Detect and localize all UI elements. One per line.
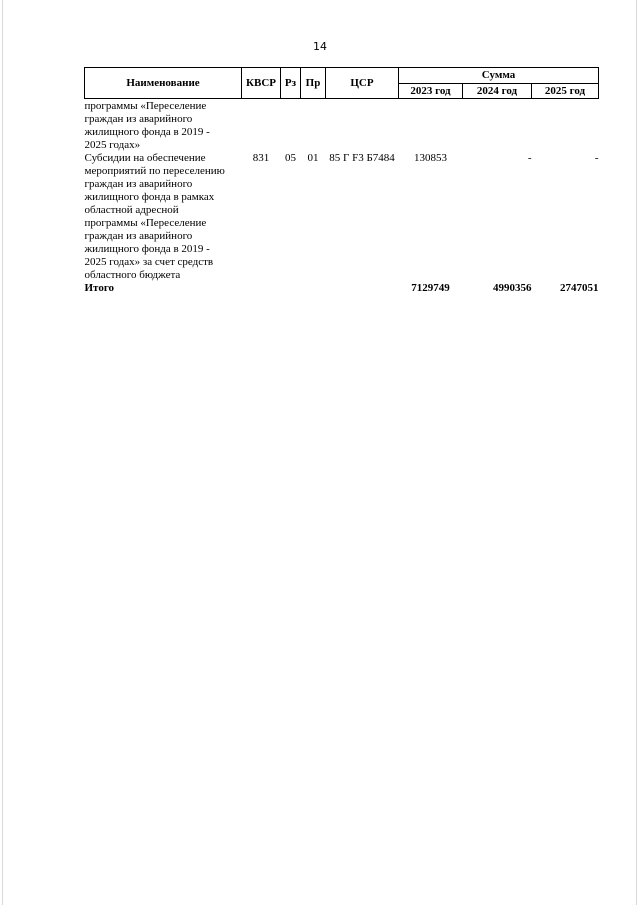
row-2023: 130853 bbox=[414, 152, 447, 164]
header-pr: Пр bbox=[301, 68, 326, 99]
name-line: программы «Переселение bbox=[84, 100, 207, 112]
row-csr bbox=[326, 99, 399, 153]
header-year-2023: 2023 год bbox=[399, 84, 463, 99]
table-row bbox=[85, 152, 599, 282]
table-body bbox=[85, 99, 599, 296]
header-year-2024: 2024 год bbox=[463, 84, 532, 99]
row-2024: - bbox=[527, 152, 532, 164]
header-csr: ЦСР bbox=[326, 68, 399, 99]
name-line: областной адресной bbox=[84, 204, 179, 216]
name-line: жилищного фонда в 2019 - bbox=[84, 243, 210, 255]
name-line: мероприятий по переселению bbox=[84, 165, 225, 177]
total-label: Итого bbox=[84, 282, 115, 294]
row-pr bbox=[301, 99, 326, 153]
row-2024 bbox=[463, 99, 532, 153]
row-kvsr: 831 bbox=[252, 152, 270, 164]
row-2023 bbox=[399, 99, 463, 153]
header-kvsr: КВСР bbox=[242, 68, 281, 99]
total-row bbox=[85, 282, 599, 295]
name-line: жилищного фонда в рамках bbox=[84, 191, 215, 203]
row-rz: 05 bbox=[285, 152, 296, 164]
name-line: 2025 годах» bbox=[84, 139, 141, 151]
row-csr: 85 Г F3 Б7484 bbox=[329, 152, 395, 164]
table-row bbox=[85, 99, 599, 153]
total-2024: 4990356 bbox=[493, 282, 532, 294]
name-line: граждан из аварийного bbox=[84, 113, 193, 125]
row-kvsr bbox=[242, 99, 281, 153]
left-page-edge bbox=[2, 0, 3, 905]
total-2023: 7129749 bbox=[411, 282, 450, 294]
name-line: 2025 годах» за счет средств bbox=[84, 256, 214, 268]
right-page-edge bbox=[636, 0, 637, 905]
row-name bbox=[85, 99, 242, 153]
header-sum: Сумма bbox=[399, 68, 599, 84]
row-name bbox=[85, 152, 242, 282]
row-rz bbox=[281, 99, 301, 153]
table-header bbox=[85, 68, 599, 99]
header-name: Наименование bbox=[85, 68, 242, 99]
name-line: граждан из аварийного bbox=[84, 178, 193, 190]
header-rz: Рз bbox=[281, 68, 301, 99]
name-line: граждан из аварийного bbox=[84, 230, 193, 242]
name-line: жилищного фонда в 2019 - bbox=[84, 126, 210, 138]
name-line: программы «Переселение bbox=[84, 217, 207, 229]
header-year-2025: 2025 год bbox=[532, 84, 599, 99]
page-number: 14 bbox=[313, 40, 327, 53]
budget-table bbox=[84, 67, 599, 295]
row-pr: 01 bbox=[307, 152, 319, 164]
row-2025 bbox=[532, 99, 599, 153]
name-line: областного бюджета bbox=[84, 269, 181, 281]
total-2025: 2747051 bbox=[560, 282, 599, 294]
name-line: Субсидии на обеспечение bbox=[84, 152, 206, 164]
row-2025: - bbox=[594, 152, 599, 164]
